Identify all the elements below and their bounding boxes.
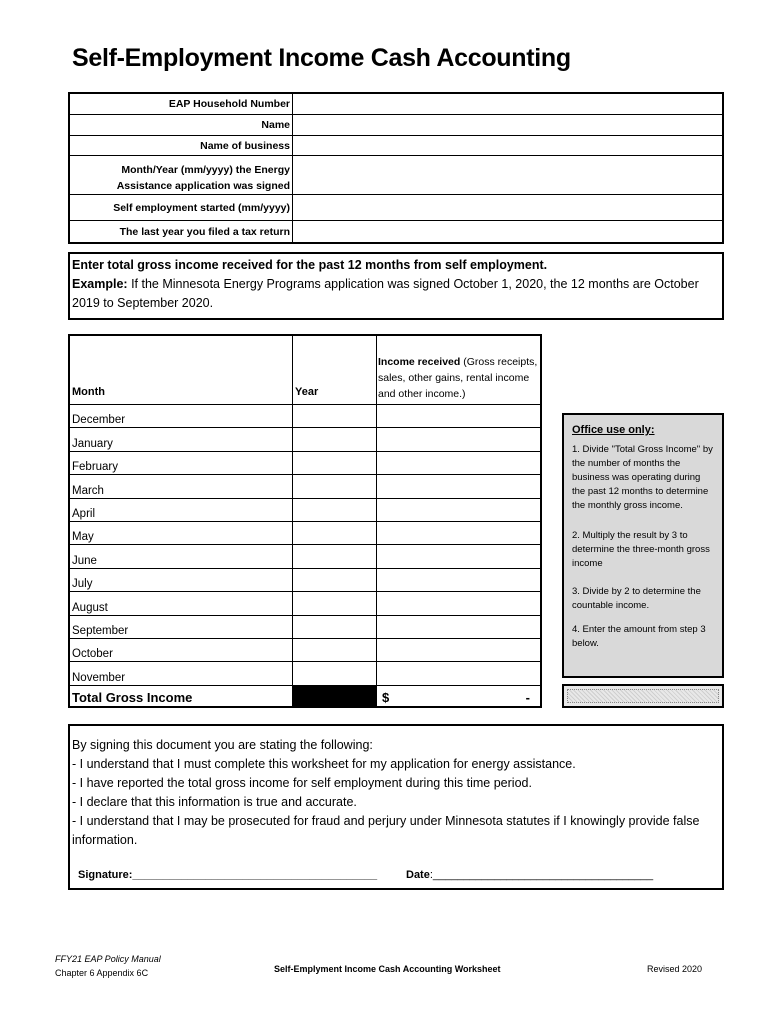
month-label: September [72, 624, 129, 637]
info-label: EAP Household Number [70, 94, 293, 114]
info-row-last-tax-return [70, 221, 722, 242]
month-row [70, 474, 540, 498]
total-year-blocked-cell [292, 686, 376, 706]
page-title: Self-Employment Income Cash Accounting [72, 44, 571, 72]
income-table [68, 334, 542, 708]
example-label: Example: [72, 277, 128, 291]
income-input-cell[interactable] [377, 569, 540, 592]
month-row [70, 498, 540, 522]
month-row [70, 615, 540, 639]
year-input-cell[interactable] [293, 639, 376, 662]
month-label: June [72, 554, 97, 567]
info-row-business-name [70, 136, 722, 156]
month-row [70, 544, 540, 568]
info-label: Name [70, 115, 293, 135]
month-row [70, 661, 540, 685]
statement-item: - I understand that I must complete this worksheet for my application for energy assistance. [72, 757, 576, 771]
month-label: December [72, 414, 126, 427]
info-row-household-number [70, 94, 722, 115]
info-label-line: Month/Year (mm/yyyy) the Energy [121, 164, 290, 176]
date-line[interactable] [406, 866, 653, 885]
info-row-application-signed [70, 156, 722, 195]
year-input-cell[interactable] [293, 452, 376, 475]
signature-line[interactable]: Signature:________________________________________ [78, 869, 378, 881]
office-step-2: 2. Multiply the result by 3 to determine the three-month gross income [572, 530, 710, 569]
office-countable-income-field[interactable] [562, 684, 724, 708]
statement-item: - I understand that I may be prosecuted for fraud and perjury under Minnesota statutes if I knowingly provide false information. [72, 814, 700, 847]
income-input-cell[interactable] [377, 522, 540, 545]
year-input-cell[interactable] [293, 475, 376, 498]
footer-left [55, 952, 161, 980]
office-use-title: Office use only: [572, 424, 655, 436]
date-label: Date [406, 869, 430, 881]
self-employment-start-field[interactable] [294, 195, 722, 220]
income-header-bold: Income received [378, 356, 461, 368]
statement-item: - I have reported the total gross income for self employment during this time period. [72, 776, 532, 790]
year-input-cell[interactable] [293, 499, 376, 522]
year-input-cell[interactable] [293, 616, 376, 639]
month-row [70, 638, 540, 662]
income-input-cell[interactable] [377, 592, 540, 615]
household-number-field[interactable] [294, 94, 722, 114]
info-label [70, 156, 293, 194]
year-input-cell[interactable] [293, 545, 376, 568]
signature-statement-box [68, 724, 724, 890]
month-label: October [72, 648, 113, 661]
month-label: January [72, 437, 113, 450]
name-field[interactable] [294, 115, 722, 135]
year-input-cell[interactable] [293, 522, 376, 545]
income-input-cell[interactable] [377, 428, 540, 451]
month-label: May [72, 531, 94, 544]
statement-item: - I declare that this information is true and accurate. [72, 795, 357, 809]
income-input-cell[interactable] [377, 475, 540, 498]
date-blank: :____________________________________ [429, 869, 654, 881]
income-input-cell[interactable] [377, 545, 540, 568]
year-input-cell[interactable] [293, 569, 376, 592]
info-label: Name of business [70, 136, 293, 155]
month-label: March [72, 484, 104, 497]
month-label: July [72, 578, 93, 591]
info-label: Self employment started (mm/yyyy) [70, 195, 293, 220]
statement-intro: By signing this document you are stating the following: [72, 738, 373, 752]
year-input-cell[interactable] [293, 592, 376, 615]
instructions-heading: Enter total gross income received for the past 12 months from self employment. [72, 258, 548, 272]
office-use-box [562, 413, 724, 678]
footer-manual: FFY21 EAP Policy Manual [55, 954, 161, 964]
household-info-table [68, 92, 724, 244]
month-label: August [72, 601, 108, 614]
application-signed-date-field[interactable] [294, 156, 722, 194]
instructions-box [68, 252, 724, 320]
income-column-header [378, 354, 543, 402]
month-row [70, 451, 540, 475]
income-input-cell[interactable] [377, 499, 540, 522]
total-currency: $ [382, 690, 390, 705]
footer-revised: Revised 2020 [647, 964, 703, 974]
income-input-cell[interactable] [377, 452, 540, 475]
footer-worksheet-title: Self-Emplyment Income Cash Accounting Worksheet [274, 964, 501, 974]
year-column-header: Year [295, 386, 319, 398]
year-input-cell[interactable] [293, 662, 376, 685]
income-input-cell[interactable] [377, 405, 540, 428]
month-label: November [72, 671, 126, 684]
income-input-cell[interactable] [377, 662, 540, 685]
total-row [70, 685, 540, 706]
office-step-3: 3. Divide by 2 to determine the countable income. [572, 586, 701, 611]
office-step-1: 1. Divide "Total Gross Income" by the number of months the business was operating during the past 12 months to determine the monthly gross income. [572, 444, 713, 511]
total-gross-income-value: - [525, 690, 530, 705]
month-label: April [72, 507, 96, 520]
month-label: February [72, 461, 119, 474]
info-label: The last year you filed a tax return [70, 221, 293, 242]
info-row-self-employment-start [70, 195, 722, 221]
year-input-cell[interactable] [293, 405, 376, 428]
last-tax-return-field[interactable] [294, 221, 722, 242]
shaded-field [567, 689, 719, 703]
footer-chapter: Chapter 6 Appendix 6C [55, 968, 149, 978]
month-row [70, 591, 540, 615]
income-input-cell[interactable] [377, 616, 540, 639]
example-text: If the Minnesota Energy Programs application was signed October 1, 2020, the 12 months are October 2019 to September 2020. [72, 277, 699, 310]
income-header-detail: (Gross receipts, sales, other gains, rental income and other income.) [378, 356, 538, 400]
income-input-cell[interactable] [377, 639, 540, 662]
total-gross-income-label: Total Gross Income [72, 690, 193, 705]
month-row [70, 427, 540, 451]
month-column-header: Month [72, 386, 105, 398]
info-row-name [70, 115, 722, 136]
office-step-4: 4. Enter the amount from step 3 below. [572, 624, 706, 649]
month-row [70, 521, 540, 545]
month-row [70, 404, 540, 428]
year-input-cell[interactable] [293, 428, 376, 451]
info-label-line: Assistance application was signed [116, 180, 290, 192]
business-name-field[interactable] [294, 136, 722, 155]
instructions-example [72, 275, 720, 313]
month-row [70, 568, 540, 592]
